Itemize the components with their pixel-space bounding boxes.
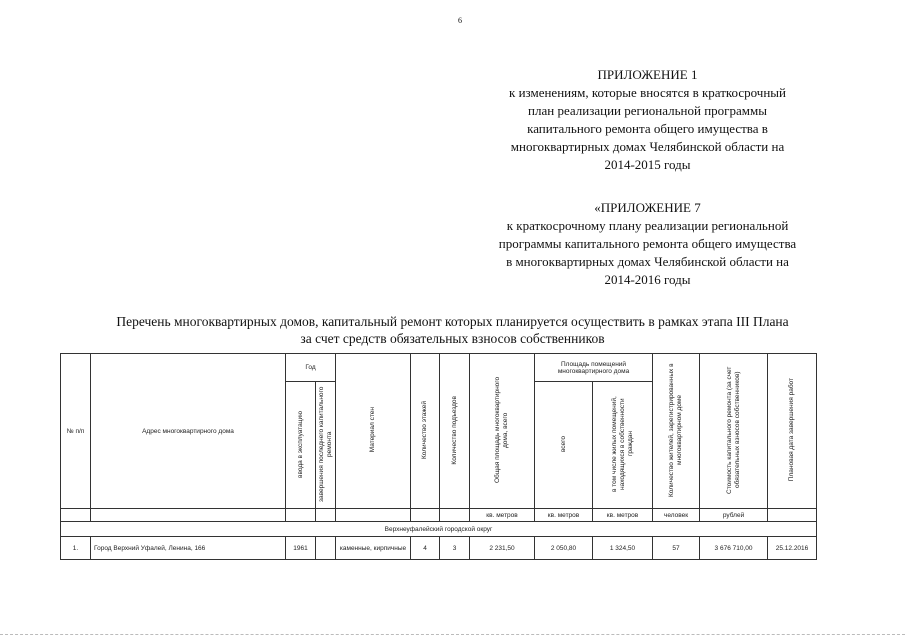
cell-premises-total: 2 050,80	[535, 537, 593, 560]
unit-cost: рублей	[700, 509, 768, 522]
col-header-address: Адрес многоквартирного дома	[91, 354, 286, 509]
appendix-1-block	[470, 66, 825, 174]
col-header-premises-residential	[593, 382, 653, 509]
appendix-1-title: ПРИЛОЖЕНИЕ 1	[597, 67, 698, 82]
table-row	[61, 537, 817, 560]
col-header-premises-total	[535, 382, 593, 509]
col-header-premises-area: Площадь помещений многоквартирного дома	[535, 354, 653, 382]
cell-entrances: 3	[440, 537, 470, 560]
col-header-planned-date-text: Плановая дата завершения работ	[788, 378, 796, 482]
col-header-residents-text: Количество жителей, зарегистрированных в многоквартирном доме	[668, 363, 684, 497]
appendix-1-line: капитального ремонта общего имущества в	[527, 121, 768, 136]
col-header-cost-text: Стоимость капитального ремонта (за счет обязательных взносов собственников)	[725, 366, 741, 494]
cell-cost: 3 676 710,00	[700, 537, 768, 560]
cell-total-area: 2 231,50	[470, 537, 535, 560]
appendix-1-line: 2014-2015 годы	[604, 157, 691, 172]
caption-line: Перечень многоквартирных домов, капитальный ремонт которых планируется осуществить в рамках этапа III Плана	[116, 314, 789, 329]
header-row	[61, 354, 817, 382]
col-header-cost	[700, 354, 768, 509]
col-header-planned-date	[768, 354, 817, 509]
appendix-1-line: план реализации региональной программы	[528, 103, 767, 118]
cell-premises-residential: 1 324,50	[593, 537, 653, 560]
cell-floors: 4	[411, 537, 440, 560]
region-row	[61, 522, 817, 537]
cell-planned-date: 25.12.2016	[768, 537, 817, 560]
col-header-year: Год	[286, 354, 336, 382]
col-header-entrances-text: Количество подъездов	[450, 395, 458, 465]
page-bottom-divider	[0, 634, 905, 636]
col-header-wall-material-text: Материал стен	[369, 407, 377, 453]
unit-total-area: кв. метров	[470, 509, 535, 522]
appendix-7-title: «ПРИЛОЖЕНИЕ 7	[594, 200, 701, 215]
col-header-floors-text: Количество этажей	[421, 401, 429, 459]
appendix-1-line: к изменениям, которые вносятся в краткосрочный	[509, 85, 786, 100]
appendix-7-line: программы капитального ремонта общего имущества	[498, 236, 797, 251]
table-caption	[40, 313, 865, 347]
unit-residents: человек	[653, 509, 700, 522]
col-header-entrances	[440, 354, 470, 509]
col-header-total-area	[470, 354, 535, 509]
col-header-residents	[653, 354, 700, 509]
cell-year-commission: 1961	[286, 537, 316, 560]
page-number: 6	[458, 16, 462, 25]
unit-premises-residential: кв. метров	[593, 509, 653, 522]
col-header-num: № п/п	[61, 354, 91, 509]
caption-line: за счет средств обязательных взносов собственников	[300, 331, 605, 346]
col-header-floors	[411, 354, 440, 509]
cell-residents: 57	[653, 537, 700, 560]
appendix-7-line: 2014-2016 годы	[604, 272, 691, 287]
units-row	[61, 509, 817, 522]
unit-premises-total: кв. метров	[535, 509, 593, 522]
appendix-1-line: многоквартирных домах Челябинской области на	[510, 139, 785, 154]
col-header-premises-total-text: всего	[559, 435, 567, 453]
col-header-year-last-repair	[316, 382, 336, 509]
col-header-total-area-text: Общая площадь многоквартирного дома, всего	[494, 376, 510, 484]
col-header-year-last-repair-text: завершения последнего капитального ремонта	[317, 386, 333, 502]
cell-wall-material: каменные, кирпичные	[336, 537, 411, 560]
col-header-wall-material	[336, 354, 411, 509]
cell-year-last-repair	[316, 537, 336, 560]
cell-address: Город Верхний Уфалей, Ленина, 166	[91, 537, 286, 560]
cell-num: 1.	[61, 537, 91, 560]
houses-table	[60, 353, 817, 560]
col-header-premises-residential-text: в том числе жилых помещений, находящихся в собственности граждан	[610, 396, 634, 492]
col-header-year-commission	[286, 382, 316, 509]
appendix-7-block	[470, 199, 825, 289]
appendix-7-line: к краткосрочному плану реализации региональной	[506, 218, 789, 233]
appendix-7-line: в многоквартирных домах Челябинской области на	[506, 254, 789, 269]
region-name: Верхнеуфалейский городской округ	[61, 522, 817, 537]
col-header-year-commission-text: ввода в эксплуатацию	[296, 410, 304, 478]
